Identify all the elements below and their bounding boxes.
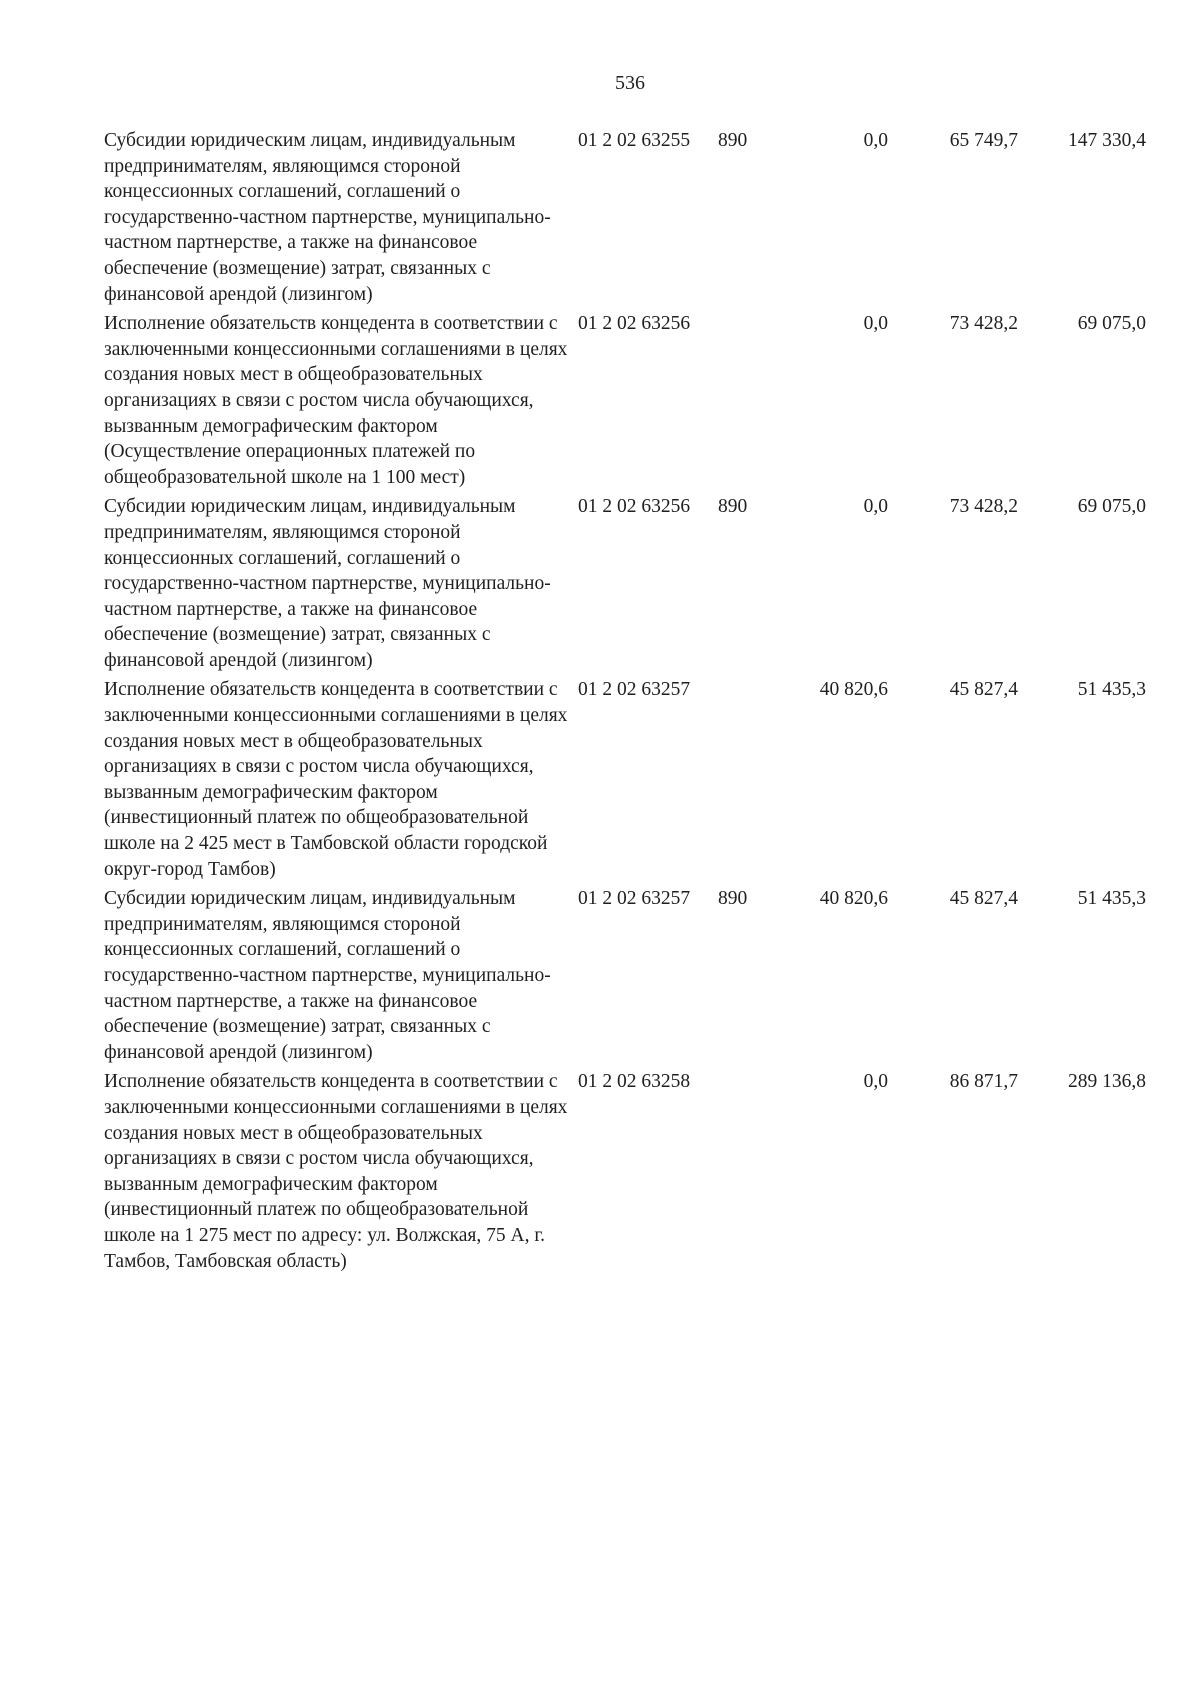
- row-description: Субсидии юридическим лицам, индивидуальным предпринимателям, являющимся стороной концессионных соглашений, соглашений о государственно-частном партнерстве, муниципально-частном партнерстве, а также на финансовое обеспечение (возмещение) затрат, связанных с финансовой арендой (лизингом): [104, 888, 551, 1063]
- row-value-3: 51 435,3: [1077, 888, 1146, 910]
- row-code: 01 2 02 63255: [578, 130, 691, 151]
- row-value-3: 289 136,8: [1068, 1071, 1146, 1093]
- row-value-2: 45 827,4: [949, 679, 1018, 701]
- row-description: Исполнение обязательств концедента в соответствии с заключенными концессионными соглашениями в целях создания новых мест в общеобразовательных организациях в связи с ростом числа обучающихся, вызванным демографическим фактором (Осуществление операционных платежей по общеобразовательной школе на 1 100 мест): [104, 313, 568, 488]
- row-description: Субсидии юридическим лицам, индивидуальным предпринимателям, являющимся стороной концессионных соглашений, соглашений о государственно-частном партнерстве, муниципально-частном партнерстве, а также на финансовое обеспечение (возмещение) затрат, связанных с финансовой арендой (лизингом): [104, 496, 551, 671]
- row-value-1: 0,0: [863, 130, 888, 151]
- row-expense-type: 890: [718, 888, 748, 910]
- budget-table: [104, 128, 1184, 1278]
- row-value-2: 73 428,2: [949, 496, 1018, 518]
- row-expense-type: 890: [718, 496, 748, 518]
- table-row: [104, 128, 1184, 307]
- row-code: 01 2 02 63256: [578, 313, 691, 335]
- row-description: Исполнение обязательств концедента в соответствии с заключенными концессионными соглашениями в целях создания новых мест в общеобразовательных организациях в связи с ростом числа обучающихся, вызванным демографическим фактором (инвестиционный платеж по общеобразовательной школе на 2 425 мест в Тамбовской области городской округ-город Тамбов): [104, 679, 568, 880]
- table-row: [104, 677, 1184, 882]
- table-row: [104, 494, 1184, 673]
- row-value-1: 40 820,6: [819, 679, 888, 701]
- row-value-2: 73 428,2: [949, 313, 1018, 335]
- row-description: Исполнение обязательств концедента в соответствии с заключенными концессионными соглашениями в целях создания новых мест в общеобразовательных организациях в связи с ростом числа обучающихся, вызванным демографическим фактором (инвестиционный платеж по общеобразовательной школе на 1 275 мест по адресу: ул. Волжская, 75 А, г. Тамбов, Тамбовская область): [104, 1071, 568, 1272]
- row-value-1: 40 820,6: [819, 888, 888, 910]
- row-description: Субсидии юридическим лицам, индивидуальным предпринимателям, являющимся стороной концессионных соглашений, соглашений о государственно-частном партнерстве, муниципально-частном партнерстве, а также на финансовое обеспечение (возмещение) затрат, связанных с финансовой арендой (лизингом): [104, 130, 551, 305]
- row-value-2: 65 749,7: [949, 130, 1018, 151]
- table-row: [104, 886, 1184, 1065]
- row-code: 01 2 02 63257: [578, 679, 691, 701]
- row-value-3: 147 330,4: [1068, 130, 1146, 151]
- row-code: 01 2 02 63257: [578, 888, 691, 910]
- row-value-2: 45 827,4: [949, 888, 1018, 910]
- row-value-3: 51 435,3: [1077, 679, 1146, 701]
- row-code: 01 2 02 63258: [578, 1071, 691, 1093]
- table-row: [104, 311, 1184, 490]
- table-row: [104, 1069, 1184, 1274]
- row-value-3: 69 075,0: [1077, 496, 1146, 518]
- row-value-1: 0,0: [863, 313, 888, 335]
- row-value-2: 86 871,7: [949, 1071, 1018, 1093]
- row-expense-type: 890: [718, 130, 748, 151]
- row-value-1: 0,0: [863, 496, 888, 518]
- row-code: 01 2 02 63256: [578, 496, 691, 518]
- row-value-3: 69 075,0: [1077, 313, 1146, 335]
- page-number: 536: [615, 72, 645, 94]
- row-value-1: 0,0: [863, 1071, 888, 1093]
